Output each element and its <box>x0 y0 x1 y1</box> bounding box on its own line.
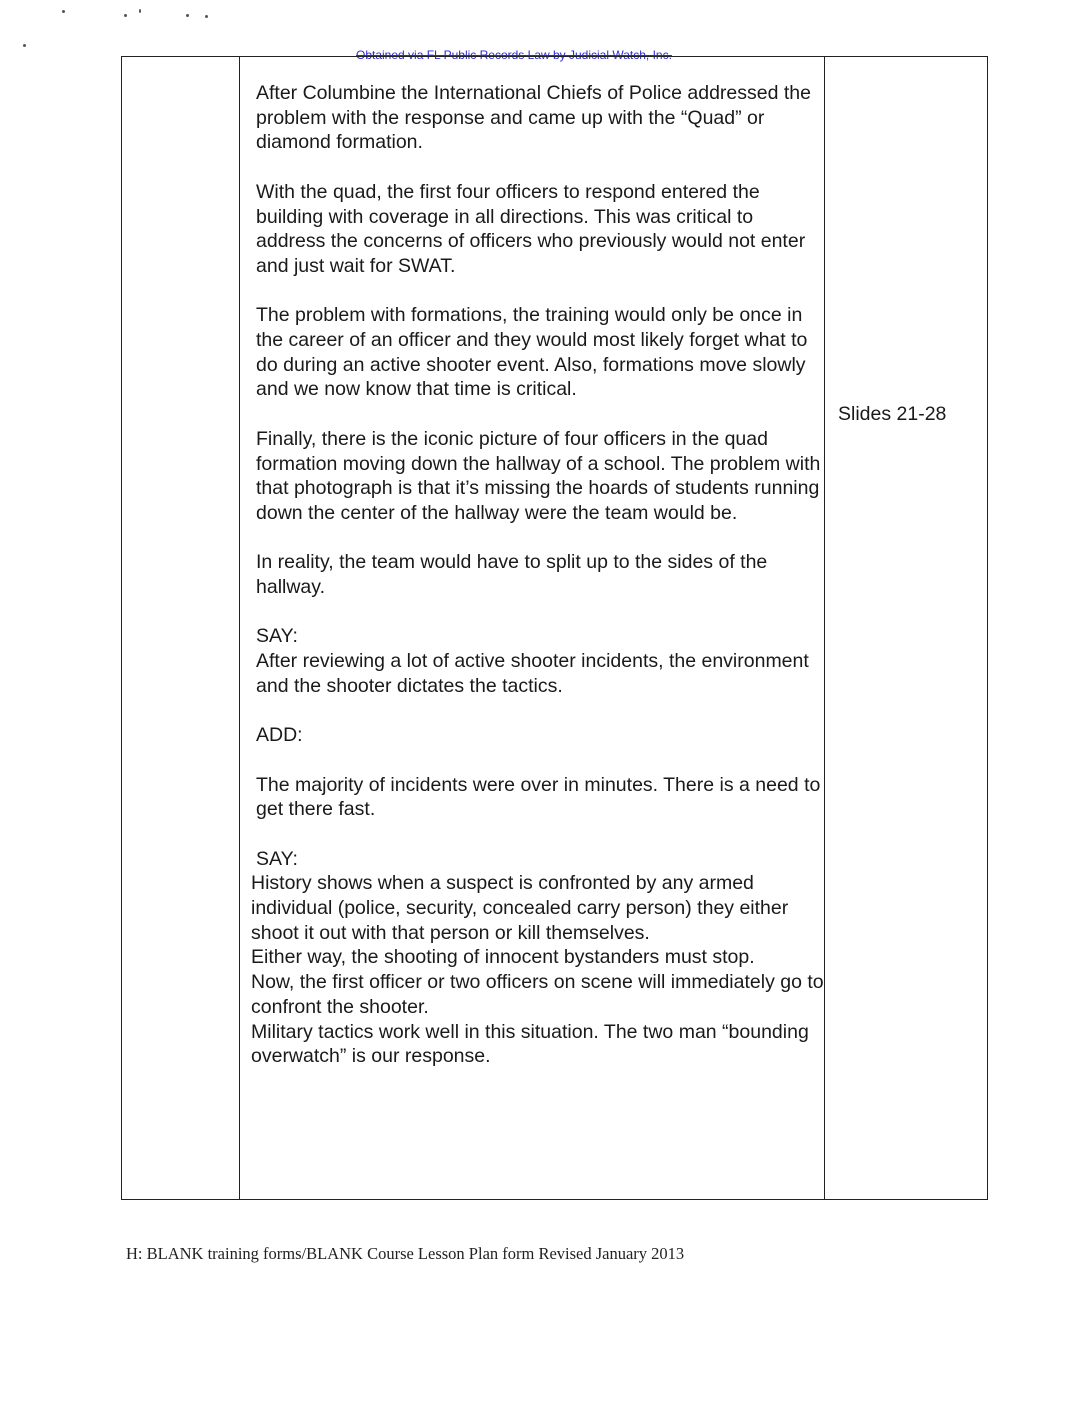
say-heading: SAY: <box>256 847 298 870</box>
note-paragraph: In reality, the team would have to split up to the sides of the hallway. <box>256 551 768 598</box>
note-paragraph: Now, the first officer or two officers on scene will immediately go to confront the shooter. <box>251 971 824 1018</box>
form-footer: H: BLANK training forms/BLANK Course Lesson Plan form Revised January 2013 <box>126 1244 685 1263</box>
note-paragraph: Finally, there is the iconic picture of four officers in the quad formation moving down the hallway of a school. The problem with that photograph is that it’s missing the hoards of students running down the center of the hallway were the team would be. <box>256 427 821 524</box>
scan-speck <box>124 14 127 17</box>
records-watermark: Obtained via FL Public Records Law by Judicial Watch, Inc. <box>356 48 672 62</box>
scan-speck <box>23 44 26 47</box>
add-heading: ADD: <box>256 724 303 747</box>
note-paragraph: History shows when a suspect is confronted by any armed individual (police, security, concealed carry person) they either shoot it out with that person or kill themselves. <box>251 872 789 944</box>
scan-speck <box>186 14 189 17</box>
say-heading: SAY: <box>256 625 298 648</box>
instructor-notes <box>251 81 826 1069</box>
note-paragraph: With the quad, the first four officers to respond entered the building with coverage in all directions. This was critical to address the concerns of officers who previously would not enter and just wait for SWAT. <box>256 180 806 277</box>
aids-column <box>825 56 987 1199</box>
note-paragraph: After reviewing a lot of active shooter incidents, the environment and the shooter dictates the tactics. <box>256 650 809 697</box>
scan-speck <box>139 9 141 13</box>
scan-speck <box>205 15 208 18</box>
slides-reference: Slides 21-28 <box>838 403 947 425</box>
note-paragraph: After Columbine the International Chiefs of Police addressed the problem with the response and came up with the “Quad” or diamond formation. <box>256 82 811 154</box>
note-paragraph: The problem with formations, the training would only be once in the career of an officer and they would most likely forget what to do during an active shooter event. Also, formations move slowly and we now know that time is critical. <box>256 304 808 401</box>
note-paragraph: Either way, the shooting of innocent bystanders must stop. <box>251 946 755 969</box>
note-paragraph: Military tactics work well in this situation. The two man “bounding overwatch” is our response. <box>251 1020 809 1068</box>
scan-speck <box>62 10 65 13</box>
note-paragraph: The majority of incidents were over in minutes. There is a need to get there fast. <box>256 773 821 821</box>
time-column <box>122 56 240 1199</box>
